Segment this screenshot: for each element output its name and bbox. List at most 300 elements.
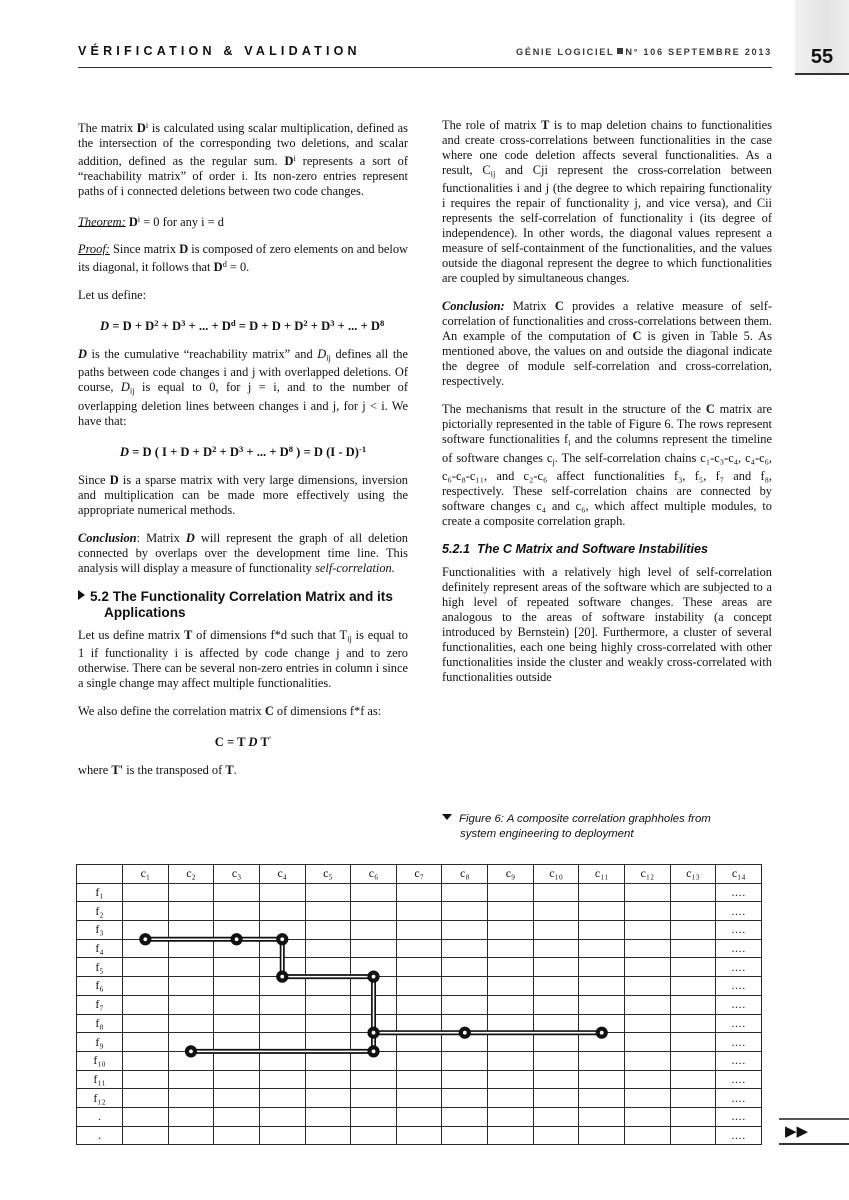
cell-f₅-c₈ xyxy=(442,958,488,977)
cell-f₂-c₁₃ xyxy=(670,902,716,921)
subsection-heading-5-2-1 xyxy=(442,542,772,556)
cell-f₁₀-c₉ xyxy=(488,1051,534,1070)
cell-f₂-c₁ xyxy=(123,902,169,921)
cell-f₁₂-c₁₂ xyxy=(625,1089,671,1108)
cell-f₁₁-c₇ xyxy=(396,1070,442,1089)
header-rule xyxy=(78,67,772,68)
cell-f₈-c₃ xyxy=(214,1014,260,1033)
cell-.-c₁₃ xyxy=(670,1107,716,1126)
cell-f₄-c₄ xyxy=(259,939,305,958)
cell-f₈-c₅ xyxy=(305,1014,351,1033)
cell-ellipsis: .... xyxy=(716,1070,762,1089)
cell-f₅-c₉ xyxy=(488,958,534,977)
corner-cell xyxy=(77,865,123,884)
table-header-row xyxy=(77,865,762,884)
cell-f₅-c₁₃ xyxy=(670,958,716,977)
text-run: , respectively. These self-correlation chains are connected by software changes c xyxy=(442,469,772,514)
cell-f₉-c₁₁ xyxy=(579,1033,625,1052)
text-run: : Matrix xyxy=(136,530,186,545)
text-run: We also define the correlation matrix xyxy=(78,703,265,718)
cell-f₆-c₁₃ xyxy=(670,977,716,996)
cell-f₇-c₁ xyxy=(123,995,169,1014)
cell-.-c₉ xyxy=(488,1126,534,1145)
cell-f₁-c₁ xyxy=(123,883,169,902)
paragraph-cumulative-matrix xyxy=(78,347,408,429)
cell-.-c₁ xyxy=(123,1107,169,1126)
cell-f₇-c₁₁ xyxy=(579,995,625,1014)
column-header-c₄: c₄ xyxy=(259,865,305,884)
next-page-marker xyxy=(779,1118,849,1145)
section-number: 5.2 xyxy=(90,588,109,604)
equation-D-expansion: D = D ( $I + D + D^2 + D^3$ + ... + $D^8$ ) = D (I - D)$^{-1}$ xyxy=(119,443,367,459)
cell-f₉-c₆ xyxy=(351,1033,397,1052)
subscript-4: ₄ xyxy=(541,499,547,514)
cell-f₉-c₁₀ xyxy=(533,1033,579,1052)
cell-f₇-c₄ xyxy=(259,995,305,1014)
cell-f₉-c₁ xyxy=(123,1033,169,1052)
paragraph-mechanisms-C-matrix xyxy=(442,402,772,529)
cell-ellipsis: .... xyxy=(716,939,762,958)
symbol-C: C xyxy=(632,329,642,344)
cell-f₁₀-c₄ xyxy=(259,1051,305,1070)
cell-f₁-c₈ xyxy=(442,883,488,902)
theorem-statement xyxy=(78,212,408,230)
correlation-matrix-table xyxy=(76,864,762,1145)
cell-f₁₂-c₅ xyxy=(305,1089,351,1108)
cell-f₄-c₆ xyxy=(351,939,397,958)
double-arrow-right-icon: ▶▶ xyxy=(785,1122,809,1140)
text-run: of dimensions f*f as: xyxy=(273,703,382,718)
section-title-line2: Applications xyxy=(104,605,186,621)
table-row xyxy=(77,883,762,902)
cell-f₆-c₂ xyxy=(168,977,214,996)
symbol-D-italic: D xyxy=(120,380,130,395)
cell-f₁₁-c₄ xyxy=(259,1070,305,1089)
paragraph-conclusion-right xyxy=(442,299,772,389)
symbol-C: C xyxy=(705,402,715,417)
table-row xyxy=(77,1107,762,1126)
paragraph-matrix-C-definition xyxy=(78,704,408,719)
cell-f₁₀-c₁ xyxy=(123,1051,169,1070)
cell-f₁₂-c₂ xyxy=(168,1089,214,1108)
text-run: The matrix xyxy=(78,120,137,135)
cell-f₁₁-c₈ xyxy=(442,1070,488,1089)
cell-f₆-c₆ xyxy=(351,977,397,996)
cell-f₁₂-c₄ xyxy=(259,1089,305,1108)
left-text-column xyxy=(78,118,408,778)
cell-f₂-c₉ xyxy=(488,902,534,921)
row-header-f₁₀: f₁₀ xyxy=(77,1051,123,1070)
cell-f₁₂-c₁ xyxy=(123,1089,169,1108)
cell-ellipsis: .... xyxy=(716,1107,762,1126)
cell-f₈-c₁₁ xyxy=(579,1014,625,1033)
cell-f₄-c₉ xyxy=(488,939,534,958)
symbol-T-transposed: T' xyxy=(111,762,124,777)
table-row xyxy=(77,902,762,921)
text-run: . xyxy=(233,762,237,777)
symbol-C: C xyxy=(554,299,564,314)
superscript-d: d xyxy=(222,259,227,270)
cell-f₅-c₂ xyxy=(168,958,214,977)
cell-f₇-c₈ xyxy=(442,995,488,1014)
table-row xyxy=(77,958,762,977)
row-header-f₅: f₅ xyxy=(77,958,123,977)
text-run: provides a relative measure of self-correlation of functionalities and cross-correlations between them. An example of the computation of xyxy=(442,299,772,344)
cell-f₉-c₃ xyxy=(214,1033,260,1052)
text-run: and the columns represent the timeline of software changes c xyxy=(442,432,772,465)
column-header-c₁₀: c₁₀ xyxy=(533,865,579,884)
subscript-ij: ij xyxy=(129,385,135,396)
table-row xyxy=(77,921,762,940)
text-run: where xyxy=(78,762,112,777)
column-header-c₈: c₈ xyxy=(442,865,488,884)
cell-ellipsis: .... xyxy=(716,902,762,921)
text-run: and Cji represent the cross-correlation between functionalities i and j (the degree to which repairing functionality i requires the repair of functionality j, and vice versa), and Cii represents the self-correlation of functionality i (its degree of independence). In other words, the diagonal values represent a measure of self-containment of the functionalities, and the values outside the diagonal represent the degree to which functionalities are coupled by simultaneous changes. xyxy=(442,163,772,286)
text-run: of dimensions f*d such that T xyxy=(192,627,348,642)
cell-ellipsis: .... xyxy=(716,1033,762,1052)
column-header-c₅: c₅ xyxy=(305,865,351,884)
cell-f₂-c₁₂ xyxy=(625,902,671,921)
text-run: = 0 for any i = d xyxy=(140,214,224,229)
cell-f₂-c₆ xyxy=(351,902,397,921)
cell-f₁-c₇ xyxy=(396,883,442,902)
cell-f₃-c₂ xyxy=(168,921,214,940)
table-row xyxy=(77,1014,762,1033)
cell-f₁₀-c₁₃ xyxy=(670,1051,716,1070)
cell-f₂-c₂ xyxy=(168,902,214,921)
cell-f₆-c₁₀ xyxy=(533,977,579,996)
subscript-ij: ij xyxy=(326,352,331,363)
cell-f₃-c₄ xyxy=(259,921,305,940)
cell-f₇-c₇ xyxy=(396,995,442,1014)
symbol-D: D xyxy=(128,214,138,229)
cell-f₁₂-c₁₀ xyxy=(533,1089,579,1108)
cell-f₈-c₄ xyxy=(259,1014,305,1033)
cell-f₃-c₉ xyxy=(488,921,534,940)
cell-ellipsis: .... xyxy=(716,1126,762,1145)
text-run: matrix are pictorially represented in the table of Figure 6. The rows represent software functionalities f xyxy=(442,402,772,447)
cell-f₁₁-c₂ xyxy=(168,1070,214,1089)
column-header-c₂: c₂ xyxy=(168,865,214,884)
cell-f₄-c₁₁ xyxy=(579,939,625,958)
cell-f₁₀-c₇ xyxy=(396,1051,442,1070)
cell-f₆-c₁₂ xyxy=(625,977,671,996)
row-header-f₁₂: f₁₂ xyxy=(77,1089,123,1108)
cell-.-c₁₁ xyxy=(579,1126,625,1145)
cell-f₁-c₁₀ xyxy=(533,883,579,902)
cell-f₈-c₁₀ xyxy=(533,1014,579,1033)
affected-functionalities: ₃, f₅, f₇ and f₈ xyxy=(678,469,769,484)
text-run: is to map deletion chains to functionalities and create cross-correlations between functionalities in the case where one code deletion affects several functionalities. As a result, C xyxy=(442,118,772,177)
cell-f₁-c₉ xyxy=(488,883,534,902)
cell-.-c₁₃ xyxy=(670,1126,716,1145)
cell-f₁₁-c₁ xyxy=(123,1070,169,1089)
text-run: is the cumulative “reachability matrix” and xyxy=(86,346,318,361)
header-section-title: VÉRIFICATION & VALIDATION xyxy=(78,44,361,58)
cell-f₂-c₄ xyxy=(259,902,305,921)
subscript-ij: ij xyxy=(347,632,352,643)
column-header-c₆: c₆ xyxy=(351,865,397,884)
text-run: The mechanisms that result in the structure of the xyxy=(442,402,706,417)
text-run: = 0. xyxy=(226,260,250,275)
symbol-D: D xyxy=(109,472,119,487)
cell-f₁₂-c₁₁ xyxy=(579,1089,625,1108)
cell-f₁₀-c₂ xyxy=(168,1051,214,1070)
figure-caption xyxy=(442,812,772,842)
column-header-c₉: c₉ xyxy=(488,865,534,884)
symbol-D-bold-italic: D xyxy=(185,530,195,545)
cell-.-c₄ xyxy=(259,1126,305,1145)
table-row xyxy=(77,995,762,1014)
cell-f₅-c₁₀ xyxy=(533,958,579,977)
cell-ellipsis: .... xyxy=(716,883,762,902)
text-run: Matrix xyxy=(504,299,555,314)
cell-ellipsis: .... xyxy=(716,1089,762,1108)
cell-.-c₂ xyxy=(168,1126,214,1145)
cell-.-c₉ xyxy=(488,1107,534,1126)
cell-f₅-c₄ xyxy=(259,958,305,977)
cell-f₁₀-c₆ xyxy=(351,1051,397,1070)
cell-f₁₂-c₈ xyxy=(442,1089,488,1108)
cell-f₁-c₁₂ xyxy=(625,883,671,902)
text-run: represents a sort of “reachability matrix” of order i. Its non-zero entries represent paths of i connected deletions between two code changes. xyxy=(78,153,408,198)
table-row xyxy=(77,939,762,958)
column-header-c₃: c₃ xyxy=(214,865,260,884)
header-journal-prefix: GÉNIE LOGICIEL xyxy=(516,47,615,57)
text-run: is a sparse matrix with very large dimensions, inversion and multiplication can be made more effectively using the appropriate numerical methods. xyxy=(78,472,408,517)
cell-f₃-c₈ xyxy=(442,921,488,940)
cell-f₅-c₃ xyxy=(214,958,260,977)
text-run: is given in Table 5. As mentioned above, the values on and outside the diagonal indicate the degree of module self-correlation and cross-correlation, respectively. xyxy=(442,329,773,389)
cell-f₁₂-c₉ xyxy=(488,1089,534,1108)
cell-f₂-c₇ xyxy=(396,902,442,921)
cell-f₁₁-c₆ xyxy=(351,1070,397,1089)
right-text-column xyxy=(442,118,772,685)
cell-f₇-c₁₃ xyxy=(670,995,716,1014)
cell-f₁₁-c₅ xyxy=(305,1070,351,1089)
let-us-define-lead: Let us define: xyxy=(78,288,147,303)
cell-f₃-c₁₃ xyxy=(670,921,716,940)
emphasis-self-correlation: self-correlation. xyxy=(315,560,395,575)
running-header xyxy=(78,44,772,72)
cell-f₁-c₆ xyxy=(351,883,397,902)
cell-f₁₀-c₅ xyxy=(305,1051,351,1070)
cell-f₇-c₉ xyxy=(488,995,534,1014)
row-header-f₈: f₈ xyxy=(77,1014,123,1033)
symbol-D-bold-italic: D xyxy=(78,346,87,361)
paragraph-matrix-T-definition xyxy=(78,628,408,691)
cell-.-c₁₁ xyxy=(579,1107,625,1126)
cell-f₁₂-c₆ xyxy=(351,1089,397,1108)
table-row xyxy=(77,1070,762,1089)
cell-f₄-c₁ xyxy=(123,939,169,958)
cell-.-c₇ xyxy=(396,1126,442,1145)
cell-f₂-c₁₀ xyxy=(533,902,579,921)
figure-6-correlation-matrix xyxy=(76,864,762,1145)
cell-f₂-c₈ xyxy=(442,902,488,921)
cell-.-c₈ xyxy=(442,1126,488,1145)
cell-f₁₂-c₁₃ xyxy=(670,1089,716,1108)
cell-f₅-c₁₁ xyxy=(579,958,625,977)
cell-f₃-c₅ xyxy=(305,921,351,940)
text-run: . The self-correlation chains c xyxy=(554,450,706,465)
cell-f₁-c₃ xyxy=(214,883,260,902)
cell-f₆-c₉ xyxy=(488,977,534,996)
proof-statement xyxy=(78,242,408,275)
cell-f₇-c₆ xyxy=(351,995,397,1014)
table-row xyxy=(77,977,762,996)
cell-ellipsis: .... xyxy=(716,958,762,977)
symbol-D: D xyxy=(284,153,294,168)
cell-f₁₀-c₁₂ xyxy=(625,1051,671,1070)
superscript-i: i xyxy=(293,152,296,163)
section-heading-5-2 xyxy=(78,589,408,622)
cell-f₅-c₁ xyxy=(123,958,169,977)
header-issue: N° 106 SEPTEMBRE 2013 xyxy=(625,47,772,57)
cell-f₆-c₁ xyxy=(123,977,169,996)
superscript-i: i xyxy=(145,120,149,130)
cell-f₄-c₁₃ xyxy=(670,939,716,958)
cell-.-c₄ xyxy=(259,1107,305,1126)
cell-f₁₁-c₃ xyxy=(214,1070,260,1089)
cell-.-c₁ xyxy=(123,1126,169,1145)
cell-f₃-c₁₂ xyxy=(625,921,671,940)
cell-f₁-c₂ xyxy=(168,883,214,902)
symbol-D: D xyxy=(136,120,146,135)
table-row xyxy=(77,1033,762,1052)
symbol-T: T xyxy=(225,762,234,777)
cell-.-c₈ xyxy=(442,1107,488,1126)
text-run: and c xyxy=(546,499,582,514)
equation-C-equals-TDT: C = T D T' xyxy=(214,733,272,749)
paragraph-sparse-matrix xyxy=(78,473,408,518)
figure-caption-line2: system engineering to deployment xyxy=(460,828,634,840)
row-header-f₇: f₇ xyxy=(77,995,123,1014)
cell-.-c₃ xyxy=(214,1126,260,1145)
page-number: 55 xyxy=(810,46,834,68)
text-run: is calculated using scalar multiplication, defined as the intersection of the corresponding two deletions, and scalar addition, defined as the regular sum. xyxy=(78,120,408,168)
self-correlation-chains: ₁-c₃-c₄, c₄-c₆, c₆-c₈-c₁₁, and c₂-c₆ xyxy=(442,450,772,484)
cell-f₆-c₃ xyxy=(214,977,260,996)
cell-f₈-c₈ xyxy=(442,1014,488,1033)
text-run: Since matrix xyxy=(109,242,180,257)
cell-f₈-c₉ xyxy=(488,1014,534,1033)
cell-f₈-c₁₃ xyxy=(670,1014,716,1033)
symbol-T: T xyxy=(541,118,550,132)
subsection-title: The C Matrix and Software Instabilities xyxy=(477,542,708,557)
table-row xyxy=(77,1126,762,1145)
cell-f₁₁-c₁₂ xyxy=(625,1070,671,1089)
cell-f₁₀-c₈ xyxy=(442,1051,488,1070)
cell-ellipsis: .... xyxy=(716,977,762,996)
cell-f₉-c₈ xyxy=(442,1033,488,1052)
cell-f₉-c₉ xyxy=(488,1033,534,1052)
paragraph-transposed-note xyxy=(78,763,408,778)
cell-ellipsis: .... xyxy=(716,995,762,1014)
superscript-i: i xyxy=(137,213,141,224)
subscript-6: ₆ xyxy=(581,499,586,514)
text-run: Let us define matrix xyxy=(78,627,185,642)
text-run: affect functionalities f xyxy=(547,469,679,484)
row-header-f₄: f₄ xyxy=(77,939,123,958)
cell-f₂-c₅ xyxy=(305,902,351,921)
cell-.-c₁₂ xyxy=(625,1107,671,1126)
cell-f₄-c₁₀ xyxy=(533,939,579,958)
section-title: The Functionality Correlation Matrix and its xyxy=(112,588,393,604)
cell-f₉-c₂ xyxy=(168,1033,214,1052)
cell-ellipsis: .... xyxy=(716,1051,762,1070)
row-header-f₁: f₁ xyxy=(77,883,123,902)
text-run: , which affect multiple modules, to create a composite correlation graph. xyxy=(442,499,772,529)
cell-f₃-c₁₀ xyxy=(533,921,579,940)
cell-f₃-c₁₁ xyxy=(579,921,625,940)
cell-f₆-c₅ xyxy=(305,977,351,996)
cell-f₁₁-c₁₁ xyxy=(579,1070,625,1089)
cell-f₈-c₆ xyxy=(351,1014,397,1033)
cell-.-c₆ xyxy=(351,1107,397,1126)
paragraph-role-of-matrix-T xyxy=(442,118,772,286)
page-number-tab xyxy=(795,0,849,75)
cell-.-c₁₀ xyxy=(533,1126,579,1145)
cell-f₇-c₂ xyxy=(168,995,214,1014)
cell-.-c₃ xyxy=(214,1107,260,1126)
cell-f₁₂-c₇ xyxy=(396,1089,442,1108)
cell-f₉-c₄ xyxy=(259,1033,305,1052)
cell-f₃-c₇ xyxy=(396,921,442,940)
cell-f₄-c₅ xyxy=(305,939,351,958)
symbol-T: T xyxy=(184,627,193,642)
paragraph-matrix-di xyxy=(78,118,408,199)
cell-f₃-c₁ xyxy=(123,921,169,940)
subscript-i: i xyxy=(568,437,571,448)
cell-.-c₇ xyxy=(396,1107,442,1126)
row-header-f₉: f₉ xyxy=(77,1033,123,1052)
row-header-f₂: f₂ xyxy=(77,902,123,921)
conclusion-label: Conclusion: xyxy=(442,299,505,314)
cell-f₁₁-c₁₀ xyxy=(533,1070,579,1089)
cell-f₈-c₁ xyxy=(123,1014,169,1033)
cell-f₃-c₃ xyxy=(214,921,260,940)
theorem-label: Theorem: xyxy=(78,214,126,229)
cell-f₅-c₆ xyxy=(351,958,397,977)
cell-f₆-c₁₁ xyxy=(579,977,625,996)
cell-f₁-c₁₁ xyxy=(579,883,625,902)
text-run: is equal to 0, for j = i, and to the number of overlapping deletion lines between changes i and j, for j < i. We have that: xyxy=(78,380,408,428)
symbol-D-italic: D xyxy=(317,346,327,361)
cell-f₄-c₇ xyxy=(396,939,442,958)
cell-f₁-c₅ xyxy=(305,883,351,902)
symbol-D: D xyxy=(179,242,189,257)
text-run: is the transposed of xyxy=(123,762,226,777)
text-run: will represent the graph of all deletion connected by overlaps over the development time line. This analysis will display a measure of functionality xyxy=(78,530,408,575)
header-journal-info xyxy=(516,47,772,57)
cell-f₇-c₃ xyxy=(214,995,260,1014)
row-header-f₃: f₃ xyxy=(77,921,123,940)
subscript-j: j xyxy=(552,456,555,467)
cell-f₁₁-c₁₃ xyxy=(670,1070,716,1089)
cell-f₄-c₈ xyxy=(442,939,488,958)
column-header-c₁₂: c₁₂ xyxy=(625,865,671,884)
equation-cumulative-reachability: $D = D + D^2 + D^3$ + ... + $D^d = D + D + D^2 + D^3$ + ... + $D^8$ xyxy=(100,318,385,333)
cell-.-c₆ xyxy=(351,1126,397,1145)
column-header-c₁₁: c₁₁ xyxy=(579,865,625,884)
cell-f₉-c₅ xyxy=(305,1033,351,1052)
cell-.-c₁₀ xyxy=(533,1107,579,1126)
cell-f₁₂-c₃ xyxy=(214,1089,260,1108)
row-header-f₆: f₆ xyxy=(77,977,123,996)
triangle-down-icon xyxy=(442,814,452,820)
cell-f₁₀-c₁₀ xyxy=(533,1051,579,1070)
